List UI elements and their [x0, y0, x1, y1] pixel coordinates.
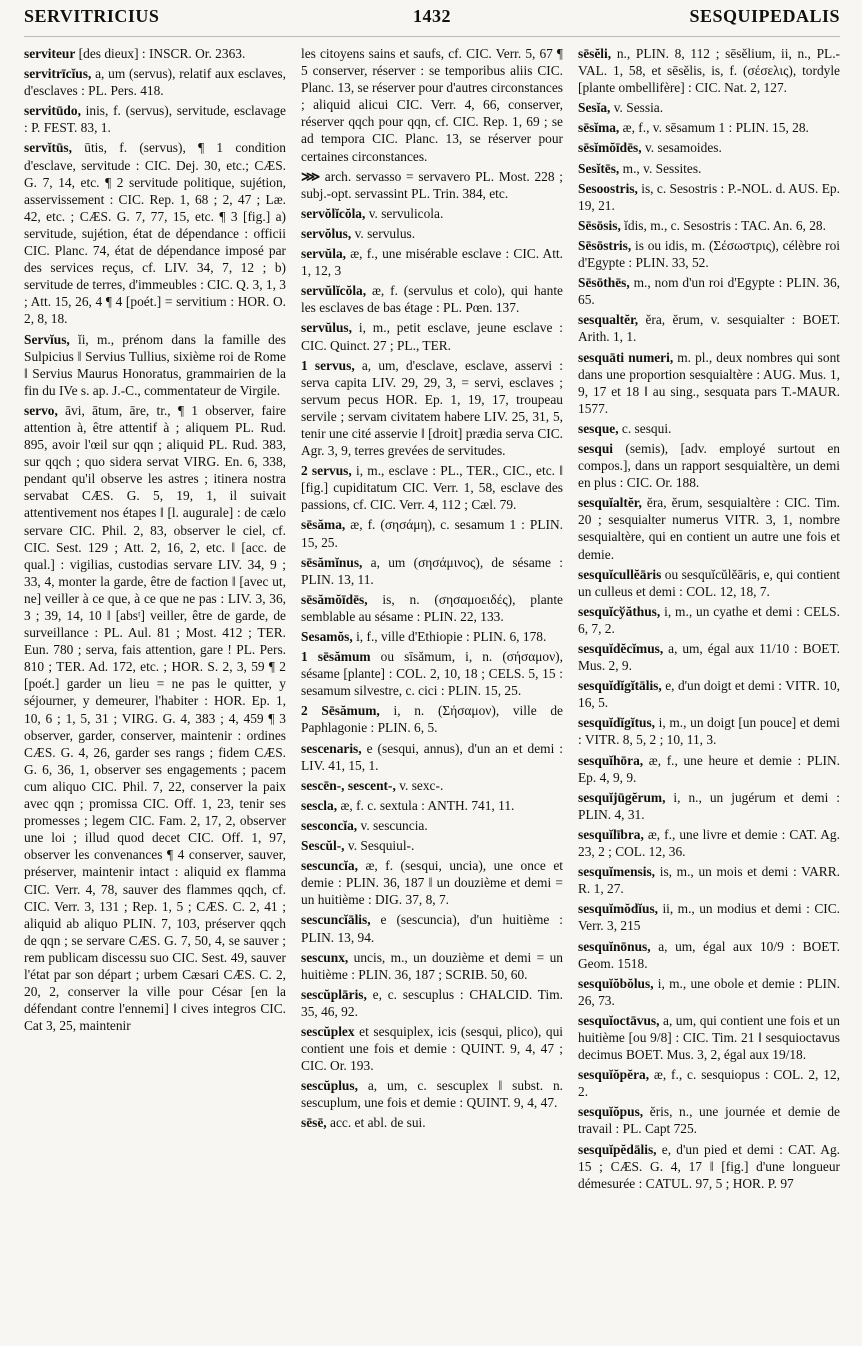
entry-headword: sescuncĭālis,: [301, 912, 371, 928]
dictionary-entry: [578, 420, 840, 437]
entry-definition: i, n. (Σήσαμον), ville de Paphlagonie : PLIN. 6, 5.: [301, 703, 563, 736]
entry-definition: i, m., esclave : PL., TER., CIC., etc. ‖ [fig.] cupiditatum CIC. Verr. 1, 58, esclave des passions, cf. CIC. Verr. 4, 112 ; Cæl. 79.: [301, 463, 563, 513]
entry-definition: i, m., une obole et demie : PLIN. 26, 73.: [578, 975, 840, 1008]
entry-headword: servŭlĭcŏla,: [301, 283, 367, 299]
entry-headword: sesquĭjūgĕrum,: [578, 789, 666, 805]
entry-definition: æ, f., v. sēsamum 1 : PLIN. 15, 28.: [622, 120, 809, 136]
entry-definition: æ, f., une livre et demie : CAT. Ag. 23, 2 ; COL. 12, 36.: [578, 826, 840, 860]
entry-definition: m., nom d'un roi d'Egypte : PLIN. 36, 65.: [578, 275, 840, 308]
entry-definition: e, d'un doigt et demi : VITR. 10, 16, 5.: [578, 678, 840, 711]
entry-definition: v. Sesquiul-.: [347, 838, 415, 854]
page-number: 1432: [413, 6, 451, 26]
header-right-guide-word: SESQUIPEDALIS: [689, 6, 840, 26]
dictionary-entry: [578, 274, 840, 308]
dictionary-entry: [24, 331, 286, 399]
entry-headword: servitrīcĭus,: [24, 66, 92, 82]
dictionary-entry: [578, 180, 840, 214]
entry-definition: æ, f., une heure et demie : PLIN. Ep. 4, 9, 9.: [578, 752, 840, 785]
entry-definition: m., v. Sessites.: [622, 160, 702, 176]
entry-headword: sescēn-, sescent-,: [301, 777, 396, 793]
entry-headword: sesquĭcullĕāris: [578, 566, 662, 582]
entry-headword: 1 sēsămum: [301, 649, 371, 665]
entry-definition: is, c. Sesostris : P.-NOL. d. AUS. Ep. 19, 21.: [578, 180, 840, 213]
dictionary-entry: [301, 857, 563, 908]
entry-headword: servitūdo,: [24, 103, 81, 119]
entry-headword: sesquĭŏpĕra,: [578, 1067, 650, 1083]
entry-headword: Sesamŏs,: [301, 629, 353, 644]
dictionary-entry: [578, 119, 840, 136]
running-header: [24, 6, 840, 37]
dictionary-entry: [301, 949, 563, 983]
entry-definition: æ, f., une misérable esclave : CIC. Att. 1, 12, 3: [301, 246, 563, 279]
dictionary-entry: [578, 160, 840, 177]
dictionary-entry: [578, 1141, 840, 1192]
entry-definition: e, d'un pied et demi : CAT. Ag. 15 ; CÆS. G. 4, 17 ‖ [fig.] d'une longueur démesurée : CATUL. 97, 5 ; HOR. P. 97: [578, 1141, 840, 1191]
entry-headword: sesquĭmensis,: [578, 864, 656, 880]
entry-definition: i, m., petit esclave, jeune esclave : CIC. Quinct. 27 ; PL., TER.: [301, 320, 563, 353]
entry-definition: e (sesqui, annus), d'un an et demi : LIV. 41, 15, 1.: [301, 740, 563, 773]
entry-headword: sesquĭpĕdālis,: [578, 1141, 657, 1157]
entry-definition: a, um, d'esclave, esclave, asservi : serva capita LIV. 29, 29, 3, = servi, esclaves ; servum pecus HOR. Ep. 1, 19, 17, troupeau servile ; servam civitatem habere LIV. 25, 31, 5, tenir une cité asservie ‖ [droit] prædia serva CIC. Agr. 3, 9, terres grevées de servitudes.: [301, 357, 563, 459]
entry-headword: servŏlus,: [301, 225, 352, 241]
entry-headword: sēsămŏīdēs,: [301, 591, 368, 607]
dictionary-entry: [301, 740, 563, 774]
entry-headword: sesquĭhōra,: [578, 752, 644, 768]
entry-headword: sēsămĭnus,: [301, 554, 363, 570]
dictionary-entry: [578, 1103, 840, 1137]
dictionary-entry: [301, 628, 563, 645]
entry-headword: Sesoostris,: [578, 180, 638, 196]
entry-headword: sesquĭlībra,: [578, 826, 644, 842]
entry-headword: sēsĭmŏīdēs,: [578, 140, 642, 156]
entry-headword: sēsē,: [301, 1115, 327, 1131]
entry-definition: v. sescuncia.: [360, 817, 428, 833]
entry-headword: sesque,: [578, 420, 619, 436]
entry-definition: is ou idis, m. (Σέσωστρις), célèbre roi d'Egypte : PLIN. 33, 52.: [578, 237, 840, 271]
dictionary-entry: [301, 648, 563, 699]
dictionary-entry: [301, 797, 563, 814]
entry-definition: n., PLIN. 8, 112 ; sēsĕlium, ii, n., PL.-VAL. 1, 58, et sēsĕlis, is, f. (σέσελις), tordyle [plante ombellifère] : CIC. Nat. 2, 127.: [578, 46, 840, 96]
dictionary-entry: [301, 168, 563, 202]
entry-headword: 1 servus,: [301, 357, 355, 373]
entry-definition: (semis), [adv. employé surtout en compos.], dans un rapport sesquialtère, un demi en plus : CIC. Or. 188.: [578, 440, 840, 491]
entry-headword: sesquĭcўăthus,: [578, 603, 661, 619]
dictionary-entry: [301, 319, 563, 353]
dictionary-entry: [301, 462, 563, 513]
entry-headword: sescenaris,: [301, 740, 362, 756]
entry-definition: āvi, ātum, āre, tr., ¶ 1 observer, faire attention à, être attentif à ; aliquem PL. Rud. 895, avoir l'œil sur qqn ; aliquid PL. Rud. 383, sur qqch ; quo sidera servat VIRG. En. 6, 338, pendant qu'il observe les astres ; itinera nostra servabat CÆS. G. 5, 19, 1, il suivait attentivement nos étapes ‖ [l. augurale] : de cælo servare CIC. Phil. 2, 83, observer le ciel, cf. CIC. Sest. 129 ; Att. 2, 16, 2, etc. ‖ [acc. de qual.] : vigilias, custodias servare LIV. 34, 9 ; 33, 4, monter la garde, être de faction ‖ [avec ut, ne] veiller à ce que, à ce que ne pas : LIV. 3, 36, 3 ; 39, 14, 10 ‖ [absᵗ] veiller, être de garde, de surveillance : PL. Aul. 81 ; Most. 412 ; TER. Eun. 780 ; serva, fais attention, gare ! PL. Pers. 810 ; TER. Ad. 172, etc. ; HOR. S. 2, 3, 59 ¶ 2 [poét.] garder un lieu = ne pas le quitter, y séjourner, y demeurer, l'habiter : HOR. Ep. 1, 10, 6 ; 1, 5, 31 ; VIRG. G. 4, 383 ; 4, 459 ¶ 3 observer, garder, conserver, maintenir : ordines CÆS. G. 4, 26, garder ses rangs ; fidem CÆS. G. 6, 36, 1, observer ses engagements ; pacem cum aliquo CIC. Phil. 7, 22, conserver la paix avec qqn ; promissa CIC. Off. 1, 23, tenir ses promesses ; legem CIC. Fam. 2, 17, 2, observer une loi ; illud quod decet CIC. Off. 1, 97, observer les convenances ¶ 4 conserver, sauver, préserver, maintenir intact : aliquid ex flamma CIC. Verr. 4, 78, sauver des flammes qqch, cf. CIC. Verr. 3, 131 ; Rep. 1, 5 ; CÆS. C. 2, 41 ; aliquid ab aliquo PLIN. 7, 103, préserver qqch de qqn ; se servare CÆS. G. 7, 50, 4, se sauver ; rem publicam discessu suo CIC. Sest. 49, sauver l'état par son départ ; urbem Cæsari CÆS. C. 2, 20, 2, conserver la ville pour César [en la défendant contre l'ennemi] ‖ cives integros CIC. Cat 3, 25, maintenir: [24, 402, 286, 1034]
entry-definition: ii, m., un modius et demi : CIC. Verr. 3, 215: [578, 901, 840, 934]
dictionary-entry: [578, 440, 840, 491]
entry-headword: Sēsōthēs,: [578, 275, 630, 291]
dictionary-entry: [301, 205, 563, 222]
dictionary-entry: [578, 714, 840, 748]
dictionary-entry: [578, 1066, 840, 1100]
dictionary-entry: [578, 900, 840, 934]
entry-definition: a, um, égal aux 11/10 : BOET. Mus. 2, 9.: [578, 641, 840, 674]
entry-definition: is, n. (σησαμοειδές), plante semblable au sésame : PLIN. 22, 133.: [301, 591, 563, 624]
entry-definition: is, m., un mois et demi : VARR. R. 1, 27.: [578, 864, 840, 897]
dictionary-entry: [301, 702, 563, 736]
dictionary-entry: [301, 911, 563, 945]
entry-headword: sescŭplāris,: [301, 986, 367, 1002]
dictionary-entry: [578, 139, 840, 156]
dictionary-entry: [301, 516, 563, 550]
entry-definition: æ, f. (servulus et colo), qui hante les esclaves de bas étage : PL. Pœn. 137.: [301, 283, 563, 316]
entry-definition: æ, f. (σησάμη), c. sesamum 1 : PLIN. 15, 25.: [301, 517, 563, 550]
entry-headword: servŭlus,: [301, 320, 352, 336]
entry-definition: inis, f. (servus), servitude, esclavage : P. FEST. 83, 1.: [24, 103, 286, 136]
entry-definition: ĭi, m., prénom dans la famille des Sulpicius ‖ Servius Tullius, sixième roi de Rome ‖ Servius Maurus Honoratus, grammairien de la fin du IVe s. ap. J.-C., commentateur de Virgile.: [24, 331, 286, 398]
dictionary-entry: [578, 677, 840, 711]
dictionary-entry: [301, 817, 563, 834]
dictionary-entry: [578, 938, 840, 972]
entry-headword: sescŭplus,: [301, 1078, 358, 1094]
dictionary-entry: [301, 1077, 563, 1111]
column-3: [578, 45, 840, 1195]
text-columns: [24, 45, 840, 1195]
dictionary-entry: [578, 603, 840, 637]
header-left-guide-word: SERVITRICIUS: [24, 6, 160, 26]
dictionary-entry: [578, 975, 840, 1009]
entry-definition: e (sescuncia), d'un huitième : PLIN. 13, 94.: [301, 912, 563, 945]
dictionary-entry: [301, 837, 563, 854]
entry-headword: sesquĭdĕcĭmus,: [578, 641, 664, 656]
entry-headword: sescla,: [301, 797, 338, 813]
entry-definition: æ, f., c. sesquiopus : COL. 2, 12, 2.: [578, 1067, 840, 1100]
dictionary-entry: [578, 311, 840, 345]
dictionary-entry: [578, 566, 840, 600]
dictionary-entry: [578, 237, 840, 271]
entry-headword: Sesĭtēs,: [578, 160, 620, 176]
dictionary-entry: [578, 826, 840, 860]
entry-definition: ou sīsămum, i, n. (σήσαμον), sésame [plante] : COL. 2, 10, 18 ; CELS. 5, 15 : sesamum silvestre, c. cici : PLIN. 15, 25.: [301, 649, 563, 699]
dictionary-entry: [301, 1023, 563, 1074]
entry-headword: Sēsōstris,: [578, 237, 632, 253]
dictionary-entry: [578, 640, 840, 674]
entry-definition: [des dieux] : INSCR. Or. 2363.: [78, 46, 246, 61]
entry-definition: ĕra, ĕrum, sesquialtère : CIC. Tim. 20 ; sesquialter numerus VITR. 3, 1, nombre sesquialtère, qui en contient un autre une fois et demie.: [578, 495, 840, 562]
entry-definition: v. sesamoides.: [644, 140, 722, 156]
entry-headword: sesqualtĕr,: [578, 312, 639, 328]
entry-headword: sēsĭma,: [578, 120, 620, 136]
dictionary-entry: [24, 402, 286, 1034]
entry-headword: sēsăma,: [301, 517, 346, 533]
dictionary-entry: [578, 789, 840, 823]
entry-headword: sesquĭoctāvus,: [578, 1012, 660, 1028]
entry-definition: æ, f. (sesqui, uncia), une once et demie : PLIN. 36, 187 ‖ un douzième et demi = un huitième : DIG. 37, 8, 7.: [301, 858, 563, 908]
dictionary-entry: [301, 554, 563, 588]
entry-definition: v. Sessia.: [613, 100, 664, 116]
dictionary-entry: [301, 1114, 563, 1131]
entry-headword: ⋙: [301, 168, 321, 184]
entry-headword: Sesĭa,: [578, 100, 611, 116]
entry-headword: servŭla,: [301, 246, 347, 262]
entry-headword: sesqui: [578, 440, 613, 456]
entry-definition: arch. servasso = servavero PL. Most. 228 ; subj.-opt. servassint PL. Trin. 384, etc.: [301, 168, 563, 201]
entry-definition: ūtis, f. (servus), ¶ 1 condition d'esclave, servitude : CIC. Dej. 30, etc.; CÆS. G. 7, 14, etc. ¶ 2 servitude politique, sujétion, asservissement : CIC. Rep. 1, 68 ; 2, 47 ; Læ. 42, etc. ; CÆS. G. 7, 77, 15, etc. ¶ 3 [fig.] a) servitude, sujétion, état de dépendance : officii CIC. Planc. 74, état de dépendance imposé par des services reçus, cf. LIV. 34, 7, 12 ; b) servitude de terres, d'immeubles : CIC. Q. 3, 1, 3 ; Att. 15, 26, 4 ¶ 4 [poét.] = servitium : HOR. O. 2, 8, 18.: [24, 140, 286, 327]
dictionary-entry: [578, 349, 840, 417]
entry-headword: sesquĭmŏdĭus,: [578, 901, 659, 917]
entry-headword: sesquĭdĭgĭtus,: [578, 715, 656, 731]
dictionary-entry: [578, 1012, 840, 1063]
entry-headword: Sēsōsis,: [578, 217, 621, 233]
entry-definition: c. sesqui.: [621, 420, 672, 436]
dictionary-entry: [301, 357, 563, 460]
entry-headword: servĭtūs,: [24, 140, 72, 156]
dictionary-entry: [578, 217, 840, 234]
dictionary-entry: [578, 494, 840, 562]
dictionary-entry: [301, 986, 563, 1020]
dictionary-entry: [301, 282, 563, 316]
entry-definition: les citoyens sains et saufs, cf. CIC. Verr. 5, 67 ¶ 5 conserver, réserver : se temporibus aliis CIC. Planc. 13, se réserver pour d'autres circonstances ; aliquid alicui CIC. Verr. 4, 66, conserver, réserver qqch pour qqn, cf. CIC. Rep. 1, 69 ; se ad tempora CIC. Planc. 13, se réserver pour certaines circonstances.: [301, 46, 563, 164]
entry-definition: m. pl., deux nombres qui sont dans une proportion sesquialtère : AUG. Mus. 1, 9, 17 et 18 ‖ au sing., sesquata pars T.-MAUR. 1577.: [578, 349, 840, 416]
entry-headword: sescunx,: [301, 949, 349, 965]
dictionary-entry: [301, 591, 563, 625]
entry-definition: et sesquiplex, icis (sesqui, plico), qui contient une fois et demie : QUINT. 9, 4, 47 ; CIC. Or. 193.: [301, 1023, 563, 1074]
entry-definition: a, um (σησάμινος), de sésame : PLIN. 13, 11.: [301, 554, 563, 587]
entry-headword: serviteur: [24, 46, 76, 61]
entry-headword: Servĭus,: [24, 331, 70, 347]
entry-definition: ĕra, ĕrum, v. sesquialter : BOET. Arith. 1, 1.: [578, 312, 840, 345]
entry-definition: ĭdis, m., c. Sesostris : TAC. An. 6, 28.: [624, 217, 826, 233]
entry-definition: a, um, qui contient une fois et un huitième [ou 9/8] : CIC. Tim. 21 ‖ sesquioctavus decimus BOET. Mus. 3, 2, égal aux 19/18.: [578, 1012, 840, 1063]
entry-definition: e, c. sescuplus : CHALCID. Tim. 35, 46, 92.: [301, 986, 563, 1019]
entry-headword: servo,: [24, 402, 58, 418]
entry-headword: servŏlĭcŏla,: [301, 205, 366, 221]
dictionary-entry: [578, 99, 840, 116]
entry-definition: i, n., un jugérum et demi : PLIN. 4, 31.: [578, 789, 840, 822]
entry-definition: ou sesquĭcŭlĕāris, e, qui contient un culleus et demi : COL. 12, 18, 7.: [578, 566, 840, 599]
entry-headword: 2 servus,: [301, 463, 352, 479]
entry-definition: a, um, c. sescuplex ‖ subst. n. sescuplum, une fois et demie : QUINT. 9, 4, 47.: [301, 1078, 563, 1111]
entry-definition: v. servulus.: [354, 225, 416, 241]
entry-headword: sesquĭaltĕr,: [578, 495, 642, 511]
entry-definition: i, m., un cyathe et demi : CELS. 6, 7, 2.: [578, 603, 840, 636]
entry-definition: æ, f. c. sextula : ANTH. 741, 11.: [340, 797, 515, 813]
entry-headword: sescŭplex: [301, 1023, 355, 1039]
entry-definition: uncis, m., un douzième et demi = un huitième : PLIN. 36, 187 ; SCRIB. 50, 60.: [301, 949, 563, 982]
dictionary-entry: [24, 65, 286, 99]
entry-headword: sesquĭŏbŏlus,: [578, 975, 654, 991]
entry-definition: i, f., ville d'Ethiopie : PLIN. 6, 178.: [356, 629, 547, 644]
entry-definition: a, um (servus), relatif aux esclaves, d'esclaves : PL. Pers. 418.: [24, 66, 286, 99]
entry-headword: sesquĭŏpus,: [578, 1104, 644, 1120]
dictionary-entry: [301, 225, 563, 242]
entry-definition: acc. et abl. de sui.: [330, 1115, 426, 1131]
entry-headword: sēsĕli,: [578, 46, 612, 61]
column-1: [24, 45, 286, 1195]
dictionary-entry: [578, 45, 840, 96]
entry-definition: v. sexc-.: [399, 777, 444, 793]
column-2: [301, 45, 563, 1195]
dictionary-entry: [24, 45, 286, 62]
dictionary-entry: [301, 45, 563, 165]
entry-definition: a, um, égal aux 10/9 : BOET. Geom. 1518.: [578, 938, 840, 971]
dictionary-entry: [24, 139, 286, 327]
dictionary-entry: [301, 245, 563, 279]
entry-definition: ĕris, n., une journée et demie de travail : PL. Capt 725.: [578, 1104, 840, 1137]
entry-definition: i, m., un doigt [un pouce] et demi : VITR. 8, 5, 2 ; 10, 11, 3.: [578, 715, 840, 748]
entry-headword: Sescŭl-,: [301, 838, 345, 854]
dictionary-entry: [301, 777, 563, 794]
entry-headword: sesquĭdĭgĭtālis,: [578, 678, 662, 694]
entry-definition: v. servulicola.: [368, 205, 444, 221]
entry-headword: sesquāti numeri,: [578, 349, 674, 365]
entry-headword: sesquĭnōnus,: [578, 938, 651, 954]
entry-headword: sesconcĭa,: [301, 817, 358, 833]
entry-headword: 2 Sēsămum,: [301, 703, 380, 719]
entry-headword: sescuncĭa,: [301, 858, 358, 874]
dictionary-entry: [24, 102, 286, 136]
dictionary-entry: [578, 863, 840, 897]
dictionary-entry: [578, 752, 840, 786]
